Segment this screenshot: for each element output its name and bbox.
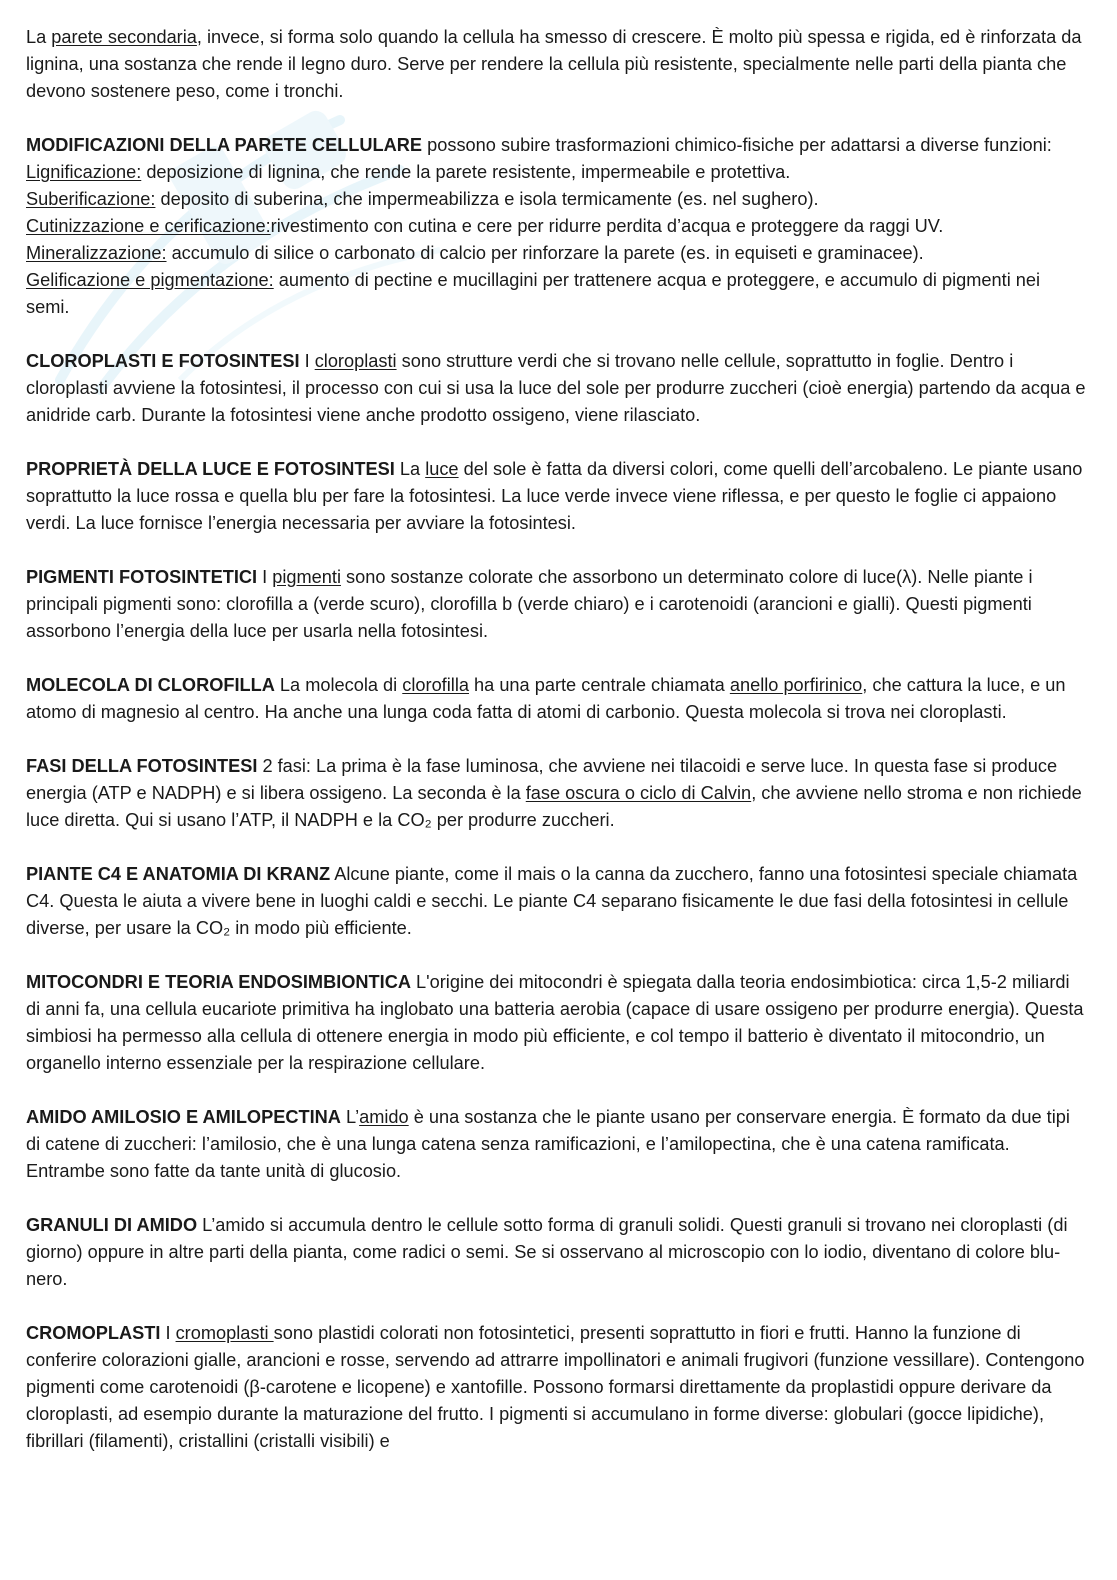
- term-clorofilla: clorofilla: [402, 675, 469, 695]
- paragraph-modificazioni-parete: MODIFICAZIONI DELLA PARETE CELLULARE possono subire trasformazioni chimico-fisiche per adattarsi a diverse funzioni: Lignificazione: deposizione di lignina, che rende la parete resistente, impermeabile e protettiva. Suberificazione: deposito di suberina, che impermeabilizza e isola termicamente (es. nel sughero). Cutinizzazione e cerificazione:rivestimento con cutina e cere per ridurre perdita d’acqua e proteggere da raggi UV. Mineralizzazione: accumulo di silice o carbonato di calcio per rinforzare la parete (es. in equiseti e graminacee). Gelificazione e pigmentazione: aumento di pectine e mucillagini per trattenere acqua e proteggere, e accumulo di pigmenti nei semi.: [26, 132, 1088, 321]
- paragraph-pigmenti: PIGMENTI FOTOSINTETICI I pigmenti sono sostanze colorate che assorbono un determinato colore di luce(λ). Nelle piante i principali pigmenti sono: clorofilla a (verde scuro), clorofilla b (verde chiaro) e i carotenoidi (arancioni e gialli). Questi pigmenti assorbono l’energia della luce per usarla nella fotosintesi.: [26, 567, 1033, 641]
- term-pigmenti: pigmenti: [272, 567, 341, 587]
- list-item: Cutinizzazione e cerificazione:rivestimento con cutina e cere per ridurre perdita d’acqua e proteggere da raggi UV.: [26, 216, 944, 236]
- list-item: Lignificazione: deposizione di lignina, che rende la parete resistente, impermeabile e protettiva.: [26, 162, 791, 182]
- section-heading: CLOROPLASTI E FOTOSINTESI: [26, 351, 300, 371]
- paragraph-proprieta-luce: PROPRIETÀ DELLA LUCE E FOTOSINTESI La luce del sole è fatta da diversi colori, come quelli dell’arcobaleno. Le piante usano soprattutto la luce rossa e quella blu per fare la fotosintesi. La luce verde invece viene riflessa, e per questo le foglie ci appaiono verdi. La luce fornisce l’energia necessaria per avviare la fotosintesi.: [26, 459, 1083, 533]
- term-luce: luce: [425, 459, 459, 479]
- term-parete-secondaria: parete secondaria: [51, 27, 197, 47]
- paragraph-fasi-fotosintesi: FASI DELLA FOTOSINTESI 2 fasi: La prima è la fase luminosa, che avviene nei tilacoidi e serve luce. In questa fase si produce energia (ATP e NADPH) e si libera ossigeno. La seconda è la fase oscura o ciclo di Calvin, che avviene nello stroma e non richiede luce diretta. Qui si usano l’ATP, il NADPH e la CO₂ per produrre zuccheri.: [26, 756, 1082, 830]
- list-item: Mineralizzazione: accumulo di silice o carbonato di calcio per rinforzare la parete (es. in equiseti e graminacee).: [26, 243, 924, 263]
- section-heading: FASI DELLA FOTOSINTESI: [26, 756, 258, 776]
- term-cromoplasti: cromoplasti: [175, 1323, 274, 1343]
- section-heading: CROMOPLASTI: [26, 1323, 161, 1343]
- section-heading: GRANULI DI AMIDO: [26, 1215, 198, 1235]
- term-ciclo-calvin: fase oscura o ciclo di Calvin: [525, 783, 752, 803]
- section-heading: MODIFICAZIONI DELLA PARETE CELLULARE: [26, 135, 423, 155]
- paragraph-parete-secondaria: La parete secondaria, invece, si forma solo quando la cellula ha smesso di crescere. È molto più spessa e rigida, ed è rinforzata da lignina, una sostanza che rende il legno duro. Serve per rendere la cellula più resistente, specialmente nelle parti della pianta che devono sostenere peso, come i tronchi.: [26, 27, 1082, 101]
- paragraph-cromoplasti: CROMOPLASTI I cromoplasti sono plastidi colorati non fotosintetici, presenti soprattutto in fiori e frutti. Hanno la funzione di conferire colorazioni gialle, arancioni e rosse, servendo ad attrarre impollinatori e animali frugivori (funzione vessillare). Contengono pigmenti come carotenoidi (β-carotene e licopene) e xantofille. Possono formarsi direttamente da proplastidi oppure derivare da cloroplasti, ad esempio durante la maturazione del frutto. I pigmenti si accumulano in forme diverse: globulari (gocce lipidiche), fibrillari (filamenti), cristallini (cristalli visibili) e: [26, 1323, 1085, 1451]
- paragraph-mitocondri: MITOCONDRI E TEORIA ENDOSIMBIONTICA L'origine dei mitocondri è spiegata dalla teoria endosimbiotica: circa 1,5-2 miliardi di anni fa, una cellula eucariote primitiva ha inglobato una batteria aerobia (capace di usare ossigeno per produrre energia). Questa simbiosi ha permesso alla cellula di ottenere energia in modo più efficiente, e col tempo il batterio è diventato il mitocondrio, un organello interno essenziale per la respirazione cellulare.: [26, 972, 1084, 1073]
- paragraph-clorofilla: MOLECOLA DI CLOROFILLA La molecola di clorofilla ha una parte centrale chiamata anello porfirinico, che cattura la luce, e un atomo di magnesio al centro. Ha anche una lunga coda fatta di atomi di carbonio. Questa molecola si trova nei cloroplasti.: [26, 675, 1066, 722]
- term-amido: amido: [359, 1107, 409, 1127]
- document-page: [26, 24, 1088, 1455]
- section-heading: MOLECOLA DI CLOROFILLA: [26, 675, 275, 695]
- paragraph-cloroplasti: CLOROPLASTI E FOTOSINTESI I cloroplasti sono strutture verdi che si trovano nelle cellule, soprattutto in foglie. Dentro i cloroplasti avviene la fotosintesi, il processo con cui si usa la luce del sole per produrre zuccheri (cioè energia) partendo da acqua e anidride carb. Durante la fotosintesi viene anche prodotto ossigeno, viene rilasciato.: [26, 351, 1086, 425]
- section-heading: AMIDO AMILOSIO E AMILOPECTINA: [26, 1107, 341, 1127]
- paragraph-granuli-amido: GRANULI DI AMIDO L’amido si accumula dentro le cellule sotto forma di granuli solidi. Questi granuli si trovano nei cloroplasti (di giorno) oppure in altre parti della pianta, come radici o semi. Se si osservano al microscopio con lo iodio, diventano di colore blu-nero.: [26, 1215, 1068, 1289]
- section-heading: PIANTE C4 E ANATOMIA DI KRANZ: [26, 864, 331, 884]
- list-item: Suberificazione: deposito di suberina, che impermeabilizza e isola termicamente (es. nel sughero).: [26, 189, 819, 209]
- term-anello-porfirinico: anello porfirinico: [729, 675, 863, 695]
- term-cloroplasti: cloroplasti: [314, 351, 397, 371]
- section-heading: PROPRIETÀ DELLA LUCE E FOTOSINTESI: [26, 459, 395, 479]
- section-heading: PIGMENTI FOTOSINTETICI: [26, 567, 258, 587]
- list-item: Gelificazione e pigmentazione: aumento di pectine e mucillagini per trattenere acqua e proteggere, e accumulo di pigmenti nei semi.: [26, 270, 1041, 317]
- paragraph-piante-c4: PIANTE C4 E ANATOMIA DI KRANZ Alcune piante, come il mais o la canna da zucchero, fanno una fotosintesi speciale chiamata C4. Questa le aiuta a vivere bene in luoghi caldi e secchi. Le piante C4 separano fisicamente le due fasi della fotosintesi in cellule diverse, per usare la CO₂ in modo più efficiente.: [26, 864, 1078, 938]
- section-heading: MITOCONDRI E TEORIA ENDOSIMBIONTICA: [26, 972, 411, 992]
- paragraph-amido: AMIDO AMILOSIO E AMILOPECTINA L’amido è una sostanza che le piante usano per conservare energia. È formato da due tipi di catene di zuccheri: l’amilosio, che è una lunga catena senza ramificazioni, e l’amilopectina, che è una catena ramificata. Entrambe sono fatte da tante unità di glucosio.: [26, 1107, 1070, 1181]
